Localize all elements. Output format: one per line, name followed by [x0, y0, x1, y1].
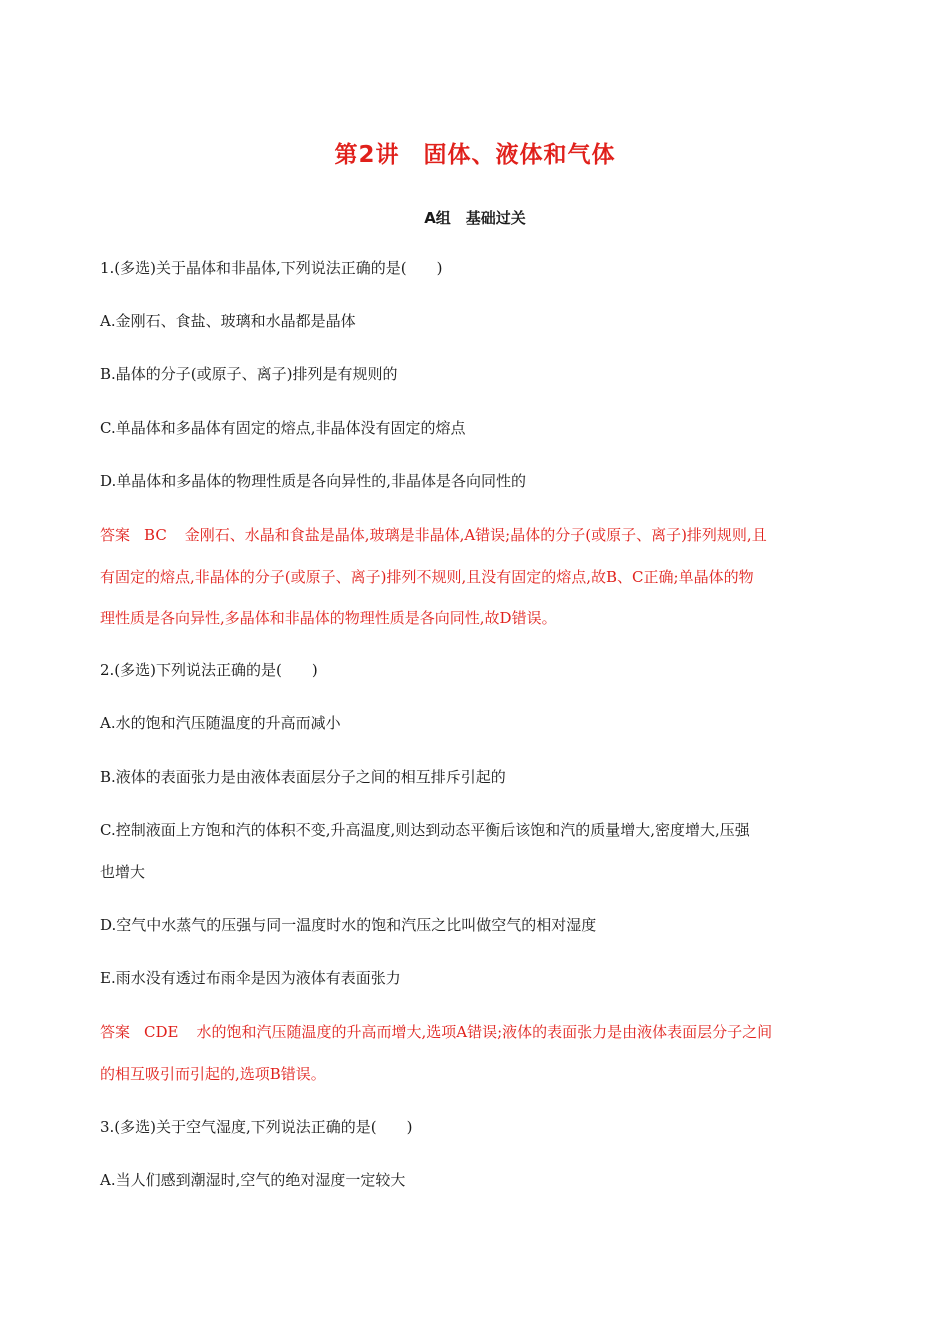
question-1-answer-line-3: 理性质是各向异性,多晶体和非晶体的物理性质是各向同性,故D错误。: [100, 609, 557, 627]
question-1-stem: 1.(多选)关于晶体和非晶体,下列说法正确的是( ): [100, 259, 443, 277]
question-1-answer-line-2: 有固定的熔点,非晶体的分子(或原子、离子)排列不规则,且没有固定的熔点,故B、C正确;单晶体的物: [100, 568, 754, 586]
question-3-option-a: A.当人们感到潮湿时,空气的绝对湿度一定较大: [100, 1171, 406, 1189]
question-1-option-d: D.单晶体和多晶体的物理性质是各向异性的,非晶体是各向同性的: [100, 472, 527, 490]
page-title: 第2讲 固体、液体和气体: [334, 142, 616, 168]
answer-explanation: 金刚石、水晶和食盐是晶体,玻璃是非晶体,A错误;晶体的分子(或原子、离子)排列规则,且: [184, 526, 767, 544]
question-2-answer-line-2: 的相互吸引而引起的,选项B错误。: [100, 1065, 326, 1083]
answer-code: BC: [144, 526, 167, 544]
question-2-option-c: C.控制液面上方饱和汽的体积不变,升高温度,则达到动态平衡后该饱和汽的质量增大,密度增大,压强: [100, 821, 750, 839]
answer-label: 答案: [100, 1023, 131, 1041]
question-3-stem: 3.(多选)关于空气湿度,下列说法正确的是( ): [100, 1118, 413, 1136]
question-2-option-a: A.水的饱和汽压随温度的升高而减小: [100, 714, 341, 732]
answer-explanation: 水的饱和汽压随温度的升高而增大,选项A错误;液体的表面张力是由液体表面层分子之间: [196, 1023, 773, 1041]
question-1-option-c: C.单晶体和多晶体有固定的熔点,非晶体没有固定的熔点: [100, 419, 466, 437]
question-2-option-b: B.液体的表面张力是由液体表面层分子之间的相互排斥引起的: [100, 768, 506, 786]
answer-label: 答案: [100, 526, 131, 544]
question-1-option-a: A.金刚石、食盐、玻璃和水晶都是晶体: [100, 312, 356, 330]
answer-code: CDE: [144, 1023, 179, 1041]
question-1-answer-line: [100, 525, 860, 545]
question-1-option-b: B.晶体的分子(或原子、离子)排列是有规则的: [100, 365, 398, 383]
question-2-stem: 2.(多选)下列说法正确的是( ): [100, 661, 318, 679]
question-2-option-d: D.空气中水蒸气的压强与同一温度时水的饱和汽压之比叫做空气的相对湿度: [100, 916, 597, 934]
question-2-answer-line: [100, 1022, 860, 1042]
question-2-option-e: E.雨水没有透过布雨伞是因为液体有表面张力: [100, 969, 401, 987]
question-2-option-c-cont: 也增大: [100, 863, 146, 881]
section-title: A组 基础过关: [424, 209, 526, 227]
